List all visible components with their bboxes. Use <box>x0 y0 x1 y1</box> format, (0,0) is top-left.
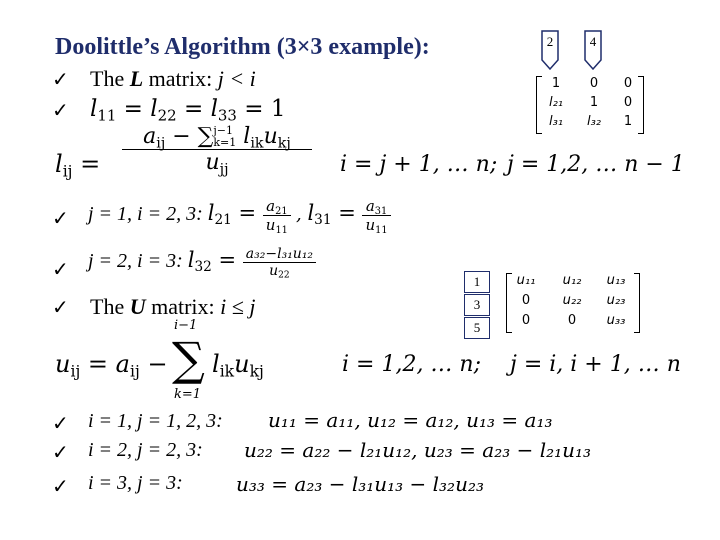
matrix-cell: u₁₁ <box>516 273 536 288</box>
u-matrix-line <box>90 294 255 320</box>
matrix-cell: 0 <box>623 76 633 91</box>
uij-term: $l_{ik}u_{kj}$ <box>212 350 264 381</box>
matrix-cell: 1 <box>589 95 599 110</box>
l-symbol: L <box>129 66 144 91</box>
matrix-cell: 0 <box>567 313 577 328</box>
matrix-cell: 1 <box>551 76 561 91</box>
case-j2: j = 2, i = 3: $l_{32}$ = $\frac{\text{a₃₂−l₃₁u₁₂}}{u_{22}}$ <box>88 246 316 279</box>
check-icon: ✓ <box>52 411 69 435</box>
lij-range-i: i = j + 1, … n; <box>340 152 498 177</box>
tag-label: 4 <box>589 34 597 49</box>
tag-label: 2 <box>546 34 554 49</box>
matrix-cell: u₁₂ <box>562 273 582 288</box>
row-label: i = 3, j = 3: <box>88 472 183 494</box>
matrix-cell: 0 <box>521 313 531 328</box>
row-label: i = 1, j = 1, 2, 3: <box>88 410 223 432</box>
bracket-right <box>634 273 640 333</box>
lij-lhs: $l_{ij}$ = <box>55 150 101 181</box>
case-label: j = 2, i = 3: <box>88 250 188 272</box>
tag-3: 3 <box>464 294 490 316</box>
text: matrix: <box>145 294 221 319</box>
page-title: Doolittle’s Algorithm (3×3 example): <box>55 34 430 60</box>
lij-range-j: j = 1,2, … n − 1 <box>507 152 685 177</box>
uij-range-i: i = 1,2, … n; <box>342 352 482 377</box>
uij-lhs: $u_{ij} = a_{ij}$ − <box>55 350 168 381</box>
tag-2 <box>541 30 559 70</box>
matrix-cell: 0 <box>623 95 633 110</box>
uij-range-j: j = i, i + 1, … n <box>510 352 681 377</box>
u-symbol: U <box>129 294 146 319</box>
text: The <box>90 294 130 319</box>
check-icon: ✓ <box>52 474 69 498</box>
matrix-cell: l₂₁ <box>548 95 564 110</box>
matrix-cell: 0 <box>521 293 531 308</box>
matrix-cell: 0 <box>589 76 599 91</box>
diag-line: $l_{11} = l_{22} = l_{33} = 1$ <box>90 96 286 125</box>
tag-4 <box>584 30 602 70</box>
condition: i ≤ j <box>220 294 256 319</box>
condition: j < i <box>217 66 256 91</box>
check-icon: ✓ <box>52 67 69 91</box>
matrix-cell: u₂₃ <box>606 293 626 308</box>
uij-sum-top: i−1 <box>174 318 198 333</box>
check-icon: ✓ <box>52 440 69 464</box>
l-matrix-line <box>90 66 256 92</box>
matrix-cell: u₁₃ <box>606 273 626 288</box>
case-j1: j = 1, i = 2, 3: $l_{21}$ = $\frac{a_{21}}{u_{11}}$ , $l_{31}$ = $\frac{a_{31}}{u_{11}}$ <box>88 197 391 234</box>
matrix-cell: u₃₃ <box>606 313 626 328</box>
sum-symbol: ∑ <box>172 332 205 386</box>
matrix-l <box>536 76 644 134</box>
row-expr: u₂₂ = a₂₂ − l₂₁u₁₂, u₂₃ = a₂₃ − l₂₁u₁₃ <box>244 438 592 462</box>
matrix-cell: u₂₂ <box>562 293 582 308</box>
text: matrix: <box>143 66 218 91</box>
check-icon: ✓ <box>52 98 69 122</box>
check-icon: ✓ <box>52 206 69 230</box>
tag-1: 1 <box>464 271 490 293</box>
lij-fraction: $a_{ij}$ − ∑ j−1 k=1 $l_{ik}u_{kj}$ $u_{jj}$ <box>122 124 312 175</box>
text: The <box>90 66 130 91</box>
case-label: j = 1, i = 2, 3: <box>88 203 208 225</box>
uij-sum-bottom: k=1 <box>174 387 202 402</box>
check-icon: ✓ <box>52 257 69 281</box>
row-expr: u₁₁ = a₁₁, u₁₂ = a₁₂, u₁₃ = a₁₃ <box>268 408 553 432</box>
tag-5: 5 <box>464 317 490 339</box>
matrix-cell: 1 <box>623 114 633 129</box>
matrix-cell: l₃₁ <box>548 114 564 129</box>
row-expr: u₃₃ = a₂₃ − l₃₁u₁₃ − l₃₂u₂₃ <box>236 472 484 496</box>
matrix-cell: l₃₂ <box>586 114 602 129</box>
check-icon: ✓ <box>52 295 69 319</box>
matrix-u <box>506 273 640 333</box>
row-label: i = 2, j = 2, 3: <box>88 439 203 461</box>
